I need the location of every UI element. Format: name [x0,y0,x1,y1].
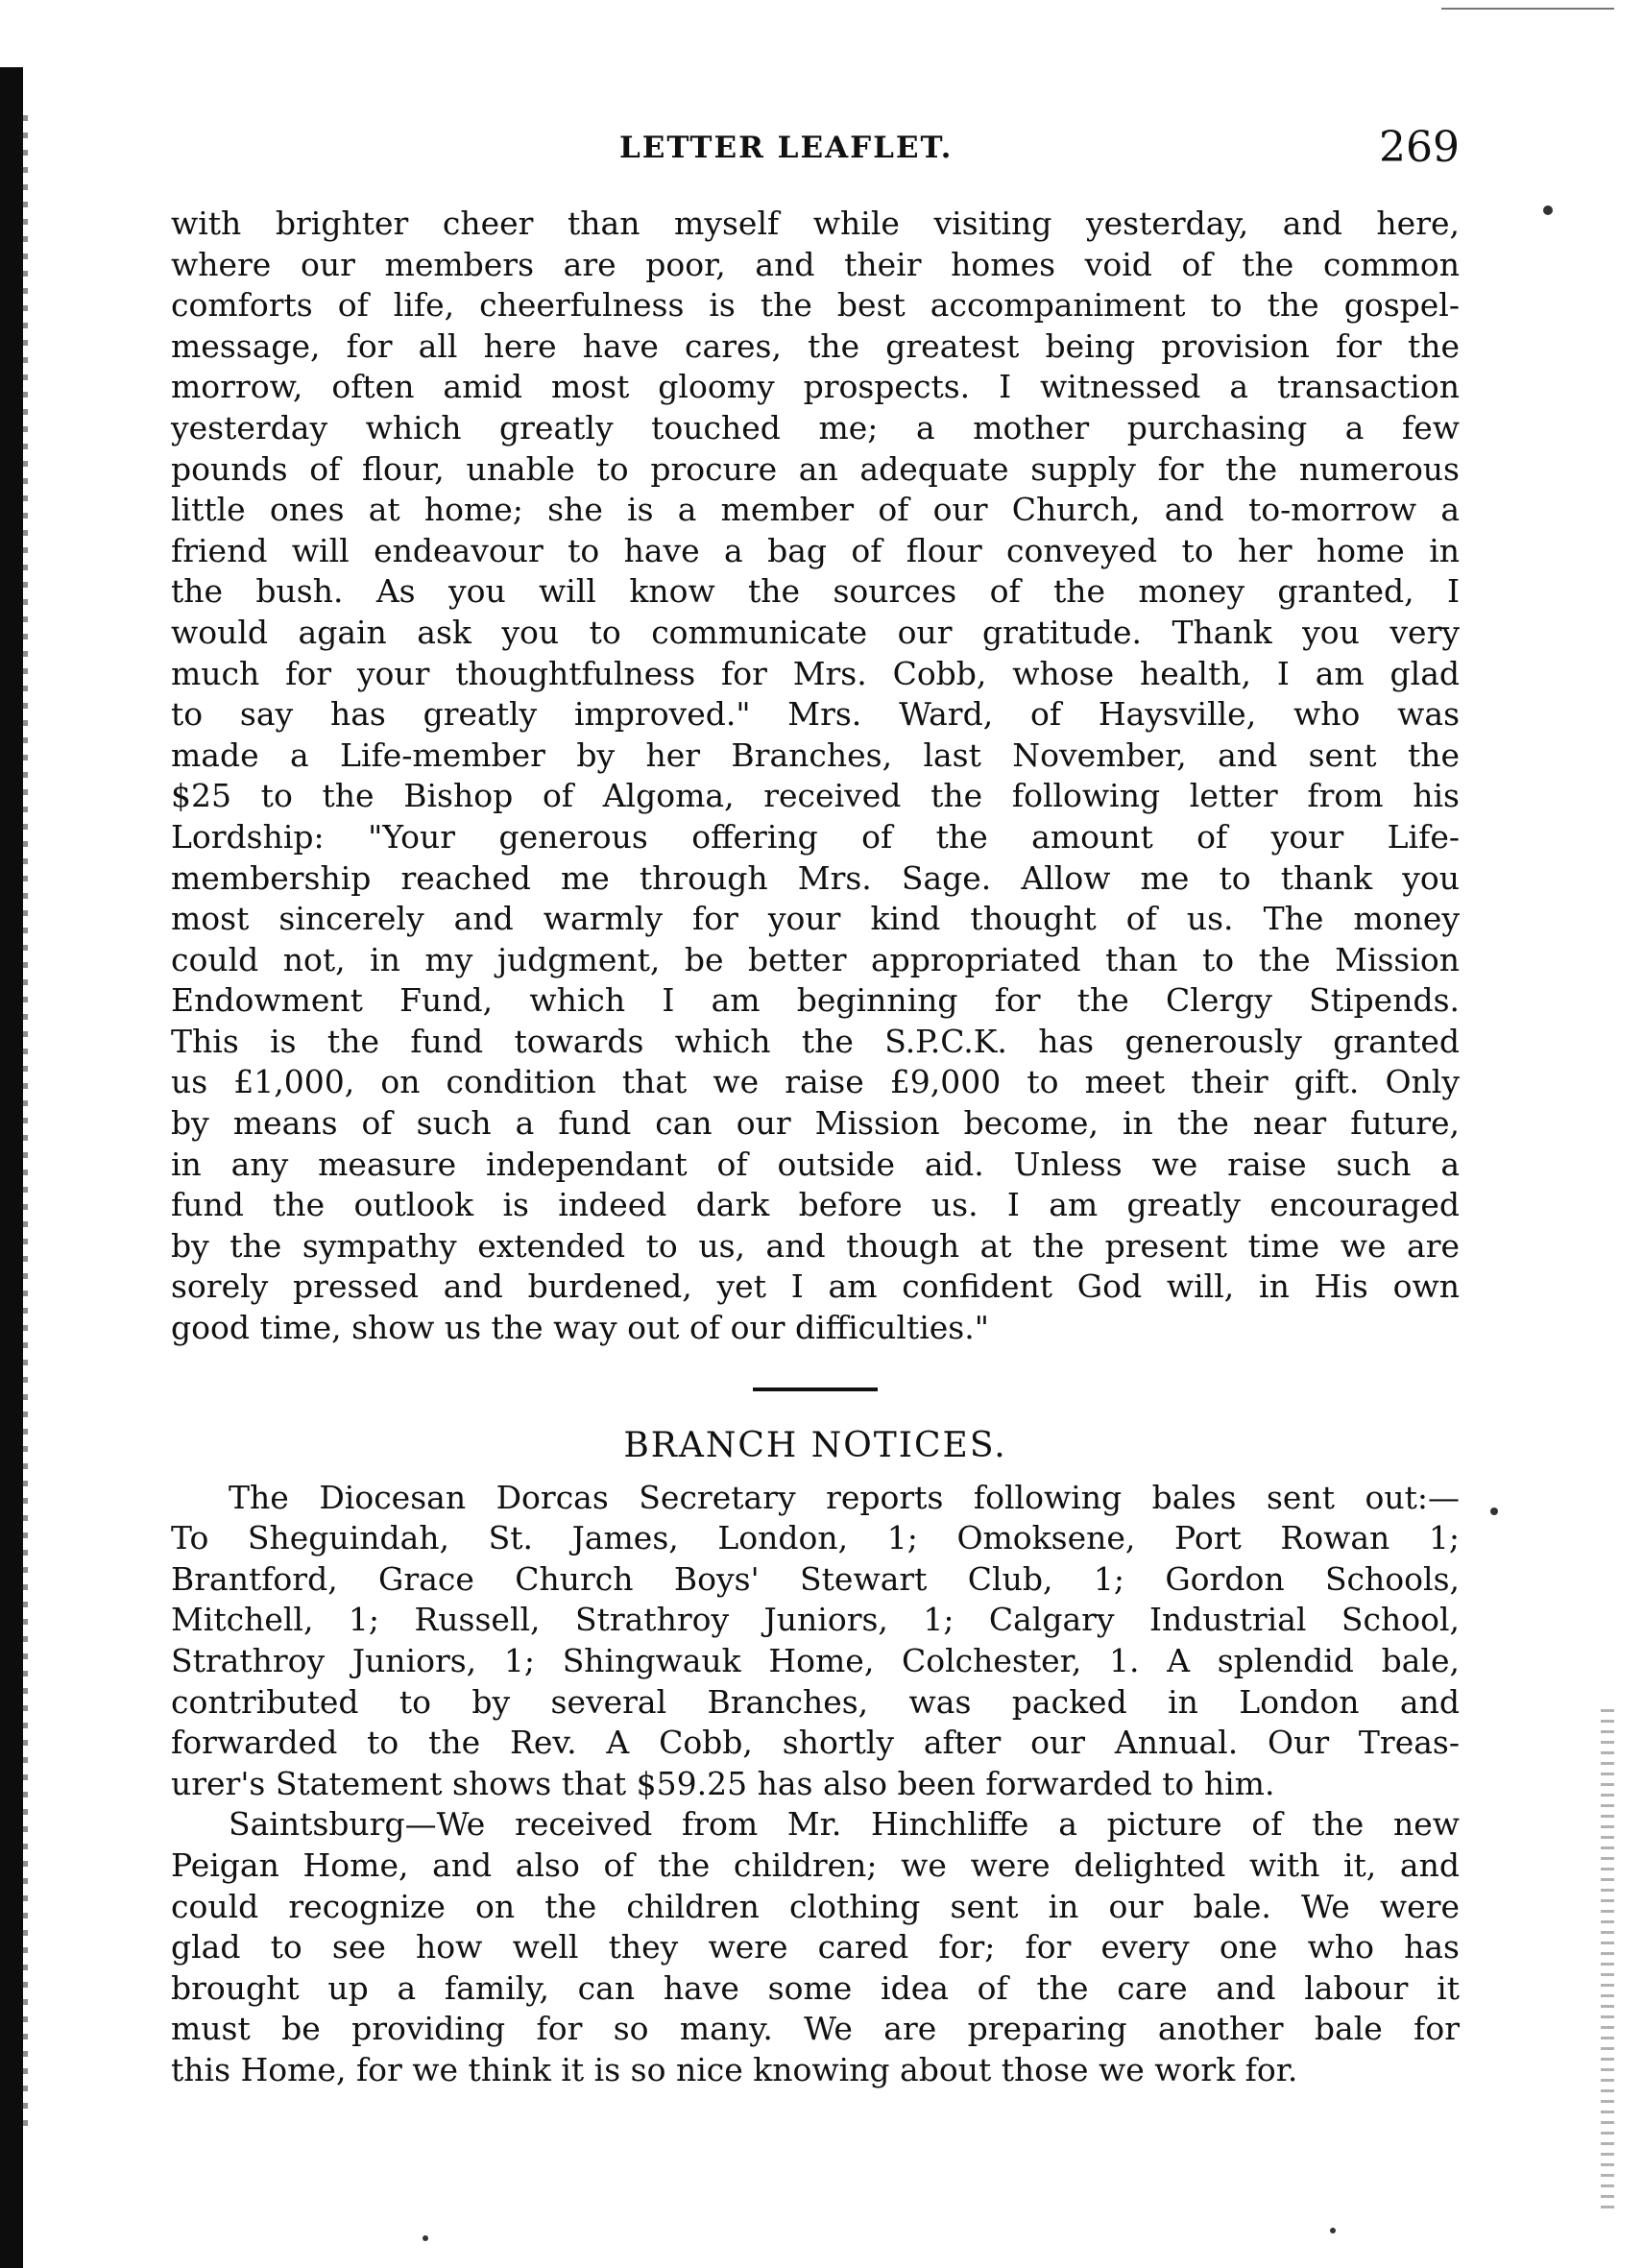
notice-line: contributed to by several Branches, was packed in London and [171,1682,1460,1721]
body-line: membership reached me through Mrs. Sage. Allow me to thank you [171,858,1460,897]
body-line: Lordship: "Your generous offering of the amount of your Life- [171,817,1460,856]
notice-line: this Home, for we think it is so nice knowing about those we work for. [171,2050,1298,2088]
scan-speck [1490,1508,1498,1515]
body-line: where our members are poor, and their homes void of the common [171,245,1460,283]
body-line: most sincerely and warmly for your kind thought of us. The money [171,900,1460,938]
notice-line: Strathroy Juniors, 1; Shingwauk Home, Colchester, 1. A splendid bale, [171,1642,1460,1679]
notice-line: urer's Statement shows that $59.25 has also been forwarded to him. [171,1764,1275,1802]
body-line: would again ask you to communicate our gratitude. Thank you very [171,613,1460,651]
body-line: little ones at home; she is a member of our Church, and to-morrow a [171,491,1460,529]
body-line: comforts of life, cheerfulness is the best accompaniment to the gospel- [171,286,1460,325]
book-spine-shadow [0,67,23,2268]
running-title: LETTER LEAFLET. [619,131,954,165]
body-line: fund the outlook is indeed dark before us. I am greatly encouraged [171,1186,1460,1224]
page-header [168,123,1460,179]
notice-line: brought up a family, can have some idea of the care and labour it [171,1968,1460,2007]
scan-speck [423,2235,428,2241]
page-number: 269 [1379,123,1460,172]
spine-edge-noise [23,115,28,2132]
notice-line: Brantford, Grace Church Boys' Stewart Club, 1; Gordon Schools, [171,1559,1460,1598]
body-line: friend will endeavour to have a bag of flour conveyed to her home in [171,531,1460,569]
text-column [171,204,1460,2091]
scan-speck [1543,205,1553,215]
body-line: in any measure independant of outside aid. Unless we raise such a [171,1145,1460,1183]
body-line: with brighter cheer than myself while visiting yesterday, and here, [171,205,1460,242]
body-line: This is the fund towards which the S.P.C.K. has generously granted [171,1022,1460,1060]
scan-speck [1330,2228,1336,2233]
body-line: Endowment Fund, which I am beginning for the Clergy Stipends. [171,981,1460,1020]
body-line: much for your thoughtfulness for Mrs. Cobb, whose health, I am glad [171,654,1460,692]
body-line: good time, show us the way out of our difficulties." [171,1309,989,1347]
body-line: pounds of flour, unable to procure an adequate supply for the numerous [171,449,1460,488]
notice-line: forwarded to the Rev. A Cobb, shortly after our Annual. Our Treas- [171,1724,1460,1762]
notice-line: To Sheguindah, St. James, London, 1; Omoksene, Port Rowan 1; [171,1519,1460,1557]
notice-line: The Diocesan Dorcas Secretary reports following bales sent out:— [229,1478,1460,1516]
section-divider [753,1387,878,1391]
body-line: us £1,000, on condition that we raise £9,000 to meet their gift. Only [171,1063,1460,1101]
notice-line: must be providing for so many. We are preparing another bale for [171,2010,1460,2048]
section-heading: BRANCH NOTICES. [623,1425,1007,1465]
branch-notices-body [171,1478,1460,2091]
body-line: by means of such a fund can our Mission become, in the near future, [171,1104,1460,1143]
body-line: to say has greatly improved." Mrs. Ward, of Haysville, who was [171,695,1460,734]
notice-line: could recognize on the children clothing sent in our bale. We were [171,1887,1460,1925]
body-line: could not, in my judgment, be better appropriated than to the Mission [171,940,1460,978]
scan-artifact-rule [1441,8,1614,10]
body-line: yesterday which greatly touched me; a mother purchasing a few [171,408,1460,446]
notice-line: glad to see how well they were cared for; for every one who has [171,1928,1460,1966]
body-line: message, for all here have cares, the greatest being provision for the [171,326,1460,365]
notice-line: Mitchell, 1; Russell, Strathroy Juniors, 1; Calgary Industrial School, [171,1601,1460,1639]
notice-line: Saintsburg—We received from Mr. Hinchliffe a picture of the new [229,1805,1460,1844]
body-line: made a Life-member by her Branches, last November, and sent the [171,736,1460,774]
body-line: the bush. As you will know the sources of the money granted, I [171,572,1460,611]
body-line: by the sympathy extended to us, and though at the present time we are [171,1226,1460,1265]
margin-scan-noise [1601,1709,1614,2208]
body-line: $25 to the Bishop of Algoma, received the following letter from his [171,777,1460,815]
body-line: morrow, often amid most gloomy prospects. I witnessed a transaction [171,368,1460,406]
body-line: sorely pressed and burdened, yet I am confident God will, in His own [171,1267,1460,1306]
letter-body [171,204,1460,1349]
notice-line: Peigan Home, and also of the children; we were delighted with it, and [171,1846,1460,1884]
